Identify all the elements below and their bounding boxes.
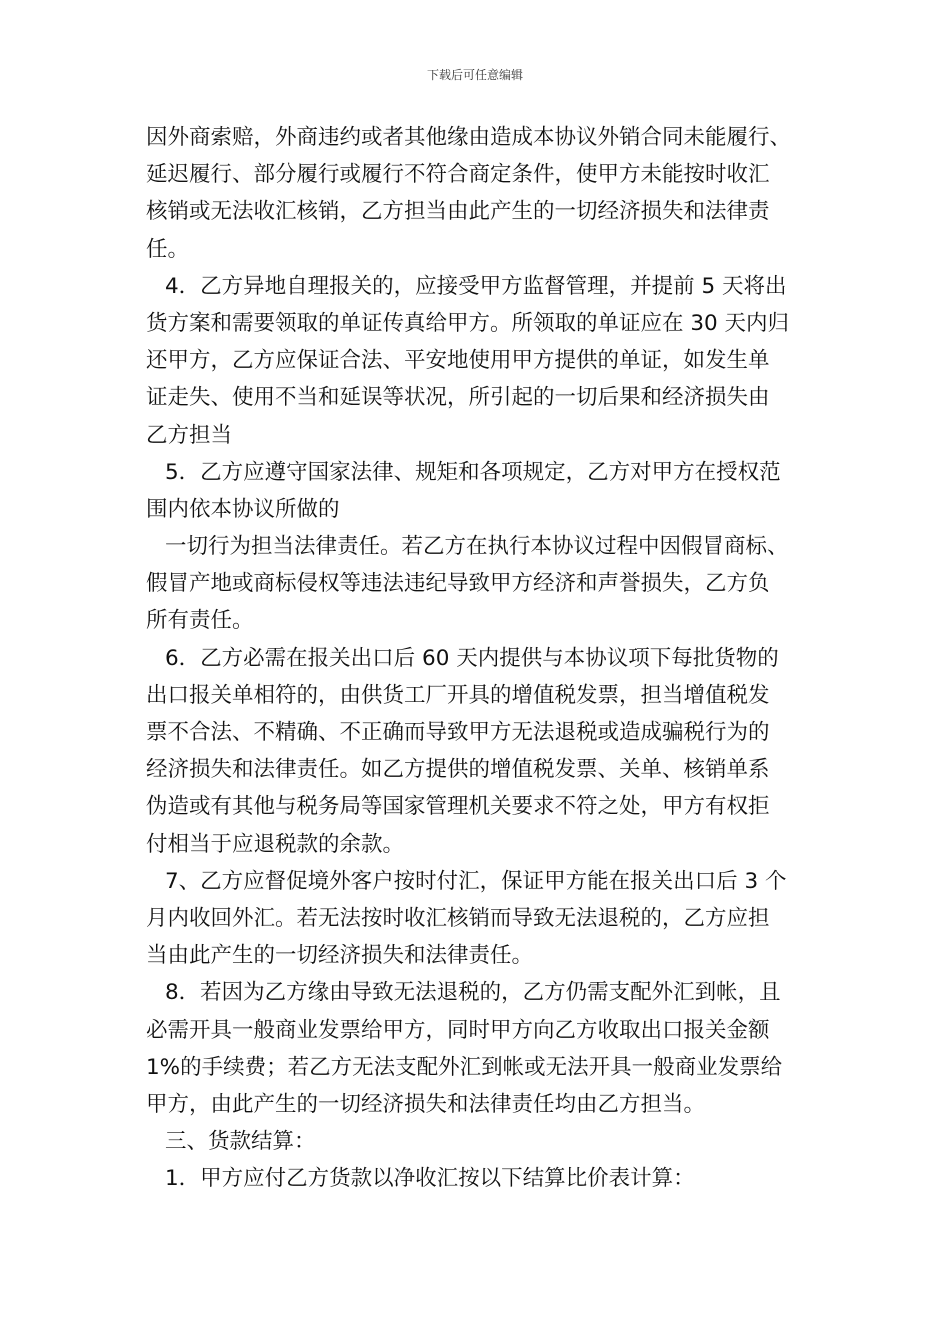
text-line: 1．甲方应付乙方货款以净收汇按以下结算比价表计算： [165, 1166, 695, 1192]
text-line: 证走失、使用不当和延误等状况，所引起的一切后果和经济损失由 [146, 385, 770, 411]
text-line: 1%的手续费；若乙方无法支配外汇到帐或无法开具一般商业发票给 [146, 1054, 783, 1080]
text-line: 4．乙方异地自理报关的，应接受甲方监督管理，并提前 5 天将出 [165, 273, 787, 299]
text-line: 所有责任。 [146, 608, 254, 634]
text-line: 8．若因为乙方缘由导致无法退税的，乙方仍需支配外汇到帐，且 [165, 980, 781, 1006]
text-line: 甲方，由此产生的一切经济损失和法律责任均由乙方担当。 [146, 1091, 706, 1117]
text-line: 三、货款结算： [165, 1129, 316, 1155]
text-line: 票不合法、不精确、不正确而导致甲方无法退税或造成骗税行为的 [146, 720, 770, 745]
text-line: 必需开具一般商业发票给甲方，同时甲方向乙方收取出口报关金额 [146, 1017, 770, 1043]
text-line: 围内依本协议所做的 [146, 496, 340, 522]
text-line: 乙方担当 [146, 422, 233, 448]
text-line: 假冒产地或商标侵权等违法违纪导致甲方经济和声誉损失，乙方负 [146, 571, 770, 597]
text-line: 5．乙方应遵守国家法律、规矩和各项规定，乙方对甲方在授权范 [165, 459, 781, 485]
text-line: 7、乙方应督促境外客户按时付汇，保证甲方能在报关出口后 3 个 [165, 868, 787, 894]
text-line: 核销或无法收汇核销，乙方担当由此产生的一切经济损失和法律责 [146, 199, 770, 225]
text-line: 经济损失和法律责任。如乙方提供的增值税发票、关单、核销单系 [146, 757, 770, 783]
text-line: 当由此产生的一切经济损失和法律责任。 [146, 943, 534, 969]
text-line: 出口报关单相符的，由供货工厂开具的增值税发票，担当增值税发 [146, 682, 770, 708]
text-line: 月内收回外汇。若无法按时收汇核销而导致无法退税的，乙方应担 [146, 905, 770, 931]
page-header: 下载后可任意编辑 [426, 68, 523, 82]
text-line: 还甲方，乙方应保证合法、平安地使用甲方提供的单证，如发生单 [146, 348, 770, 374]
document-body [146, 119, 810, 1197]
text-line: 伪造或有其他与税务局等国家管理机关要求不符之处，甲方有权拒 [146, 794, 770, 820]
text-line: 延迟履行、部分履行或履行不符合商定条件，使甲方未能按时收汇 [146, 162, 770, 188]
text-line: 因外商索赔，外商违约或者其他缘由造成本协议外销合同未能履行、 [146, 125, 792, 150]
text-line: 6．乙方必需在报关出口后 60 天内提供与本协议项下每批货物的 [165, 645, 779, 671]
text-line: 付相当于应退税款的余款。 [146, 831, 405, 857]
text-line: 任。 [146, 236, 190, 262]
text-line: 一切行为担当法律责任。若乙方在执行本协议过程中因假冒商标、 [165, 534, 789, 560]
text-line: 货方案和需要领取的单证传真给甲方。所领取的单证应在 30 天内归 [146, 310, 790, 336]
